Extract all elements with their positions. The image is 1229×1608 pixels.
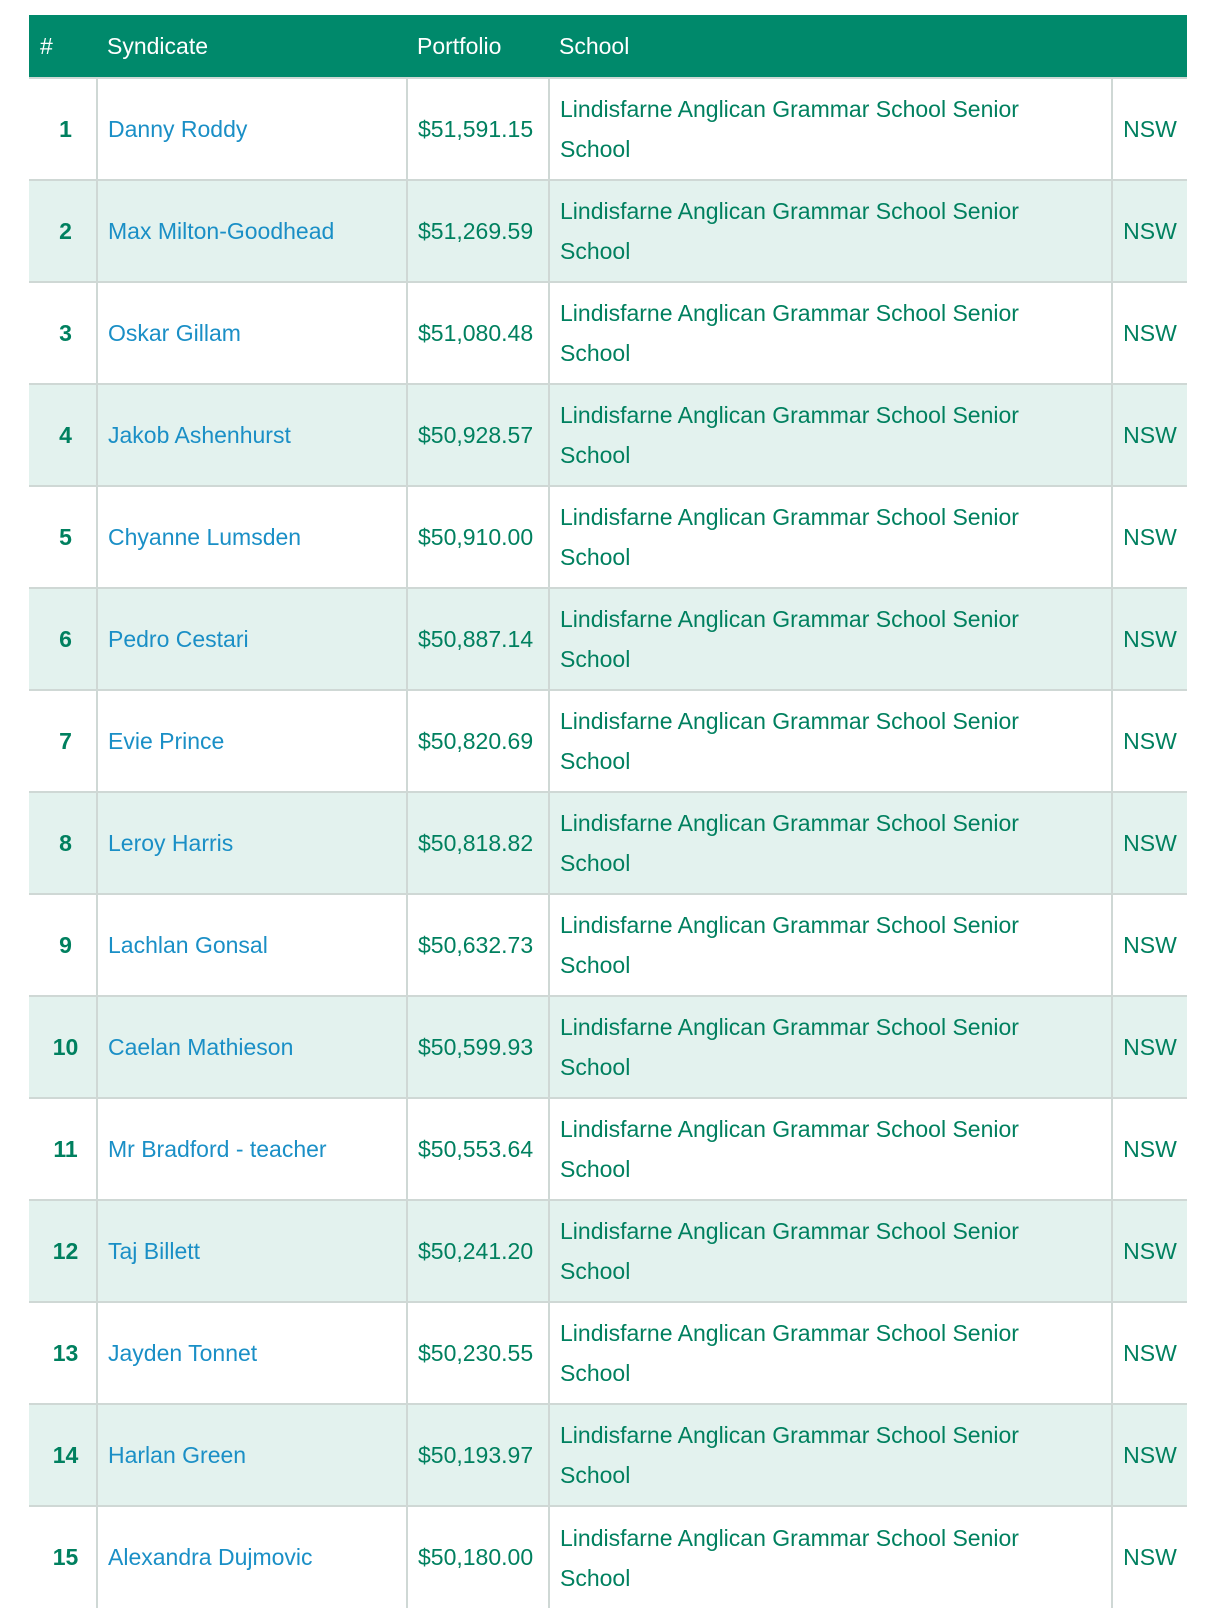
table-row	[29, 894, 1187, 996]
portfolio-cell: $51,591.15	[407, 78, 549, 180]
table-row	[29, 1098, 1187, 1200]
portfolio-cell: $50,820.69	[407, 690, 549, 792]
syndicate-cell	[97, 384, 407, 486]
syndicate-link[interactable]: Caelan Mathieson	[108, 1033, 294, 1060]
syndicate-cell	[97, 1404, 407, 1506]
rank-cell: 15	[29, 1506, 97, 1608]
rank-cell: 12	[29, 1200, 97, 1302]
school-cell: Lindisfarne Anglican Grammar School Senior School	[549, 996, 1112, 1098]
school-cell: Lindisfarne Anglican Grammar School Senior School	[549, 588, 1112, 690]
syndicate-link[interactable]: Evie Prince	[108, 727, 225, 754]
syndicate-cell	[97, 894, 407, 996]
portfolio-cell: $50,887.14	[407, 588, 549, 690]
syndicate-link[interactable]: Alexandra Dujmovic	[108, 1544, 313, 1570]
syndicate-link[interactable]: Leroy Harris	[108, 829, 234, 856]
syndicate-link[interactable]: Harlan Green	[108, 1441, 247, 1468]
table-row	[29, 282, 1187, 384]
column-header-state	[1112, 15, 1187, 78]
table-body	[29, 78, 1187, 1608]
syndicate-link[interactable]: Mr Bradford - teacher	[108, 1135, 327, 1162]
syndicate-cell	[97, 1506, 407, 1608]
portfolio-cell: $51,269.59	[407, 180, 549, 282]
table-row	[29, 1200, 1187, 1302]
rank-cell: 2	[29, 180, 97, 282]
column-header-portfolio[interactable]: Portfolio	[417, 32, 502, 59]
syndicate-link[interactable]: Pedro Cestari	[108, 625, 249, 652]
portfolio-cell: $50,553.64	[407, 1098, 549, 1200]
syndicate-link[interactable]: Lachlan Gonsal	[108, 931, 268, 958]
syndicate-link[interactable]: Chyanne Lumsden	[108, 523, 302, 550]
table-row	[29, 996, 1187, 1098]
syndicate-cell	[97, 588, 407, 690]
table-row	[29, 690, 1187, 792]
syndicate-cell	[97, 1200, 407, 1302]
syndicate-cell	[97, 996, 407, 1098]
school-cell: Lindisfarne Anglican Grammar School Senior School	[549, 1404, 1112, 1506]
table-row	[29, 1506, 1187, 1608]
state-cell: NSW	[1112, 792, 1187, 894]
rank-cell: 1	[29, 78, 97, 180]
school-cell: Lindisfarne Anglican Grammar School Senior School	[549, 1302, 1112, 1404]
table-row	[29, 180, 1187, 282]
table-row	[29, 792, 1187, 894]
syndicate-cell	[97, 78, 407, 180]
school-cell: Lindisfarne Anglican Grammar School Senior School	[549, 180, 1112, 282]
state-cell: NSW	[1112, 486, 1187, 588]
syndicate-cell	[97, 282, 407, 384]
portfolio-cell: $50,193.97	[407, 1404, 549, 1506]
table-row	[29, 78, 1187, 180]
state-cell: NSW	[1112, 894, 1187, 996]
rank-cell: 14	[29, 1404, 97, 1506]
table-row	[29, 1302, 1187, 1404]
school-cell: Lindisfarne Anglican Grammar School Senior School	[549, 384, 1112, 486]
state-cell: NSW	[1112, 1404, 1187, 1506]
state-cell: NSW	[1112, 1506, 1187, 1608]
school-cell: Lindisfarne Anglican Grammar School Senior School	[549, 78, 1112, 180]
rank-cell: 13	[29, 1302, 97, 1404]
column-header-syndicate[interactable]: Syndicate	[107, 32, 209, 59]
rank-cell: 10	[29, 996, 97, 1098]
school-cell: Lindisfarne Anglican Grammar School Senior School	[549, 282, 1112, 384]
table-row	[29, 384, 1187, 486]
school-cell: Lindisfarne Anglican Grammar School Senior School	[549, 1506, 1112, 1608]
column-header-rank[interactable]: #	[40, 32, 53, 59]
school-cell: Lindisfarne Anglican Grammar School Senior School	[549, 486, 1112, 588]
rank-cell: 4	[29, 384, 97, 486]
syndicate-cell	[97, 690, 407, 792]
state-cell: NSW	[1112, 384, 1187, 486]
portfolio-cell: $50,599.93	[407, 996, 549, 1098]
state-cell: NSW	[1112, 588, 1187, 690]
rank-cell: 6	[29, 588, 97, 690]
rank-cell: 11	[29, 1098, 97, 1200]
state-cell: NSW	[1112, 180, 1187, 282]
school-cell: Lindisfarne Anglican Grammar School Senior School	[549, 1200, 1112, 1302]
school-cell: Lindisfarne Anglican Grammar School Senior School	[549, 894, 1112, 996]
portfolio-cell: $50,910.00	[407, 486, 549, 588]
rank-cell: 3	[29, 282, 97, 384]
portfolio-cell: $50,230.55	[407, 1302, 549, 1404]
leaderboard-table	[29, 15, 1187, 1608]
state-cell: NSW	[1112, 690, 1187, 792]
syndicate-cell	[97, 486, 407, 588]
syndicate-cell	[97, 792, 407, 894]
rank-cell: 9	[29, 894, 97, 996]
table-header	[29, 15, 1187, 78]
portfolio-cell: $51,080.48	[407, 282, 549, 384]
syndicate-link[interactable]: Jakob Ashenhurst	[108, 421, 291, 448]
rank-cell: 7	[29, 690, 97, 792]
header-row	[29, 15, 1187, 78]
syndicate-cell	[97, 1302, 407, 1404]
syndicate-link[interactable]: Max Milton-Goodhead	[108, 217, 335, 244]
state-cell: NSW	[1112, 996, 1187, 1098]
table-row	[29, 1404, 1187, 1506]
rank-cell: 5	[29, 486, 97, 588]
portfolio-cell: $50,818.82	[407, 792, 549, 894]
column-header-school[interactable]: School	[559, 32, 630, 59]
portfolio-cell: $50,180.00	[407, 1506, 549, 1608]
state-cell: NSW	[1112, 1098, 1187, 1200]
school-cell: Lindisfarne Anglican Grammar School Senior School	[549, 690, 1112, 792]
table-row	[29, 486, 1187, 588]
table-row	[29, 588, 1187, 690]
syndicate-link[interactable]: Taj Billett	[108, 1237, 201, 1264]
syndicate-link[interactable]: Oskar Gillam	[108, 319, 241, 346]
rank-cell: 8	[29, 792, 97, 894]
state-cell: NSW	[1112, 282, 1187, 384]
portfolio-cell: $50,928.57	[407, 384, 549, 486]
syndicate-link[interactable]: Danny Roddy	[108, 115, 248, 142]
school-cell: Lindisfarne Anglican Grammar School Senior School	[549, 792, 1112, 894]
syndicate-cell	[97, 180, 407, 282]
syndicate-cell	[97, 1098, 407, 1200]
state-cell: NSW	[1112, 1200, 1187, 1302]
state-cell: NSW	[1112, 1302, 1187, 1404]
state-cell: NSW	[1112, 78, 1187, 180]
syndicate-link[interactable]: Jayden Tonnet	[108, 1339, 258, 1366]
portfolio-cell: $50,241.20	[407, 1200, 549, 1302]
portfolio-cell: $50,632.73	[407, 894, 549, 996]
leaderboard	[29, 15, 1187, 1608]
school-cell: Lindisfarne Anglican Grammar School Senior School	[549, 1098, 1112, 1200]
